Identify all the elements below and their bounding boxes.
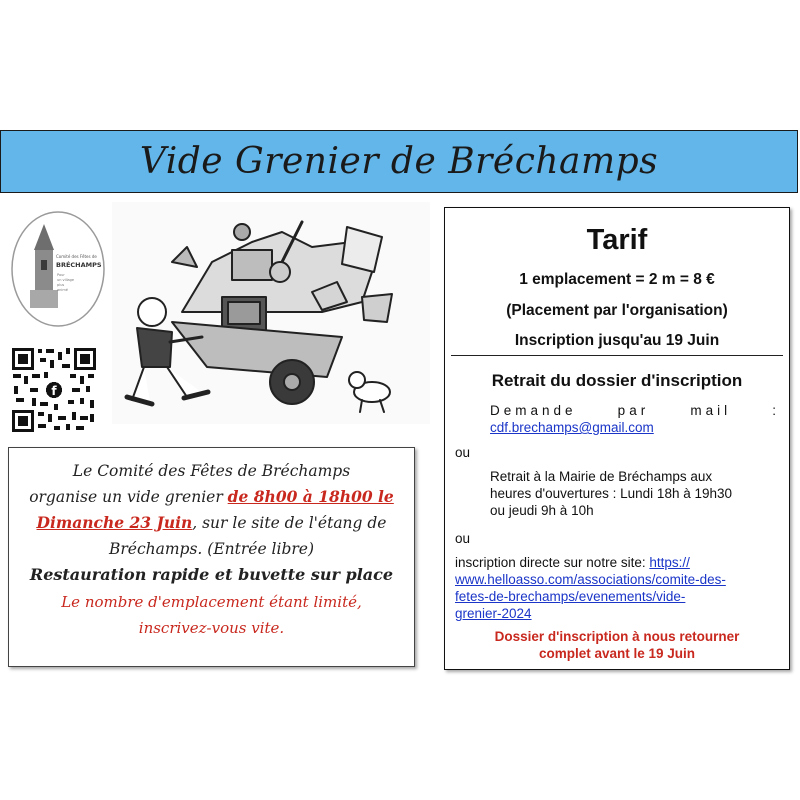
description-line-4: Bréchamps. (Entrée libre) [108,540,315,558]
registration-link-3[interactable]: fetes-de-brechamps/evenements/vide- [455,589,686,604]
deadline-line: Inscription jusqu'au 19 Juin [514,332,720,349]
svg-text:f: f [51,384,57,398]
retrait-heading: Retrait du dossier d'inscription [491,371,743,390]
return-deadline-note: Dossier d'inscription à nous retourner complet avant le 19 Juin [494,629,740,661]
description-line-2: organise un vide grenier de 8h00 à 18h00 le [29,487,394,506]
divider [451,355,783,356]
page-title: Vide Grenier de Bréchamps [139,141,659,182]
registration-link-4[interactable]: grenier-2024 [455,606,532,621]
title-banner [0,130,798,193]
comite-logo [10,210,106,328]
tarif-heading: Tarif [586,224,648,256]
logo-small-2: un village [57,278,75,282]
logo-small-4: animé [57,288,68,292]
mairie-info: Retrait à la Mairie de Bréchamps aux heures d'ouvertures : Lundi 18h à 19h30 ou jeudi 9h à 10h [490,469,733,518]
or-separator-2: ou [455,531,471,546]
placement-line: (Placement par l'organisation) [506,302,728,319]
pricing-and-registration-box [444,207,790,670]
limited-spots-note-1: Le nombre d'emplacement étant limité, [61,593,362,611]
or-separator-1: ou [455,445,471,460]
event-hours: de 8h00 à 18h00 le [227,487,394,506]
registration-link-2[interactable]: www.helloasso.com/associations/comite-des- [455,572,726,587]
restauration-note: Restauration rapide et buvette sur place [29,565,394,584]
limited-spots-note-2: inscrivez-vous vite. [138,619,285,637]
logo-small-3: plus [57,283,65,287]
logo-name: BRÉCHAMPS [56,261,102,269]
registration-link-1[interactable]: https:// [649,555,690,570]
qr-code[interactable] [10,346,98,434]
logo-top-text: Comité des Fêtes de [56,254,97,259]
price-line: 1 emplacement = 2 m = 8 € [519,271,715,288]
event-description-box [8,447,415,667]
description-line-3: Dimanche 23 Juin, sur le site de l'étang de [36,513,387,532]
online-registration-info: inscription directe sur notre site: https:// www.helloasso.com/associations/comite-des- fetes-de-brechamps/evenements/vide- grenier-2024 [455,554,781,622]
description-line-1: Le Comité des Fêtes de Bréchamps [72,462,351,480]
mail-request-label: Demande par mail : [490,403,780,418]
event-date: Dimanche 23 Juin [36,513,193,532]
logo-small-1: Pour [57,273,65,277]
contact-email-link[interactable]: cdf.brechamps@gmail.com [490,420,654,435]
wheelbarrow-illustration [112,202,430,424]
